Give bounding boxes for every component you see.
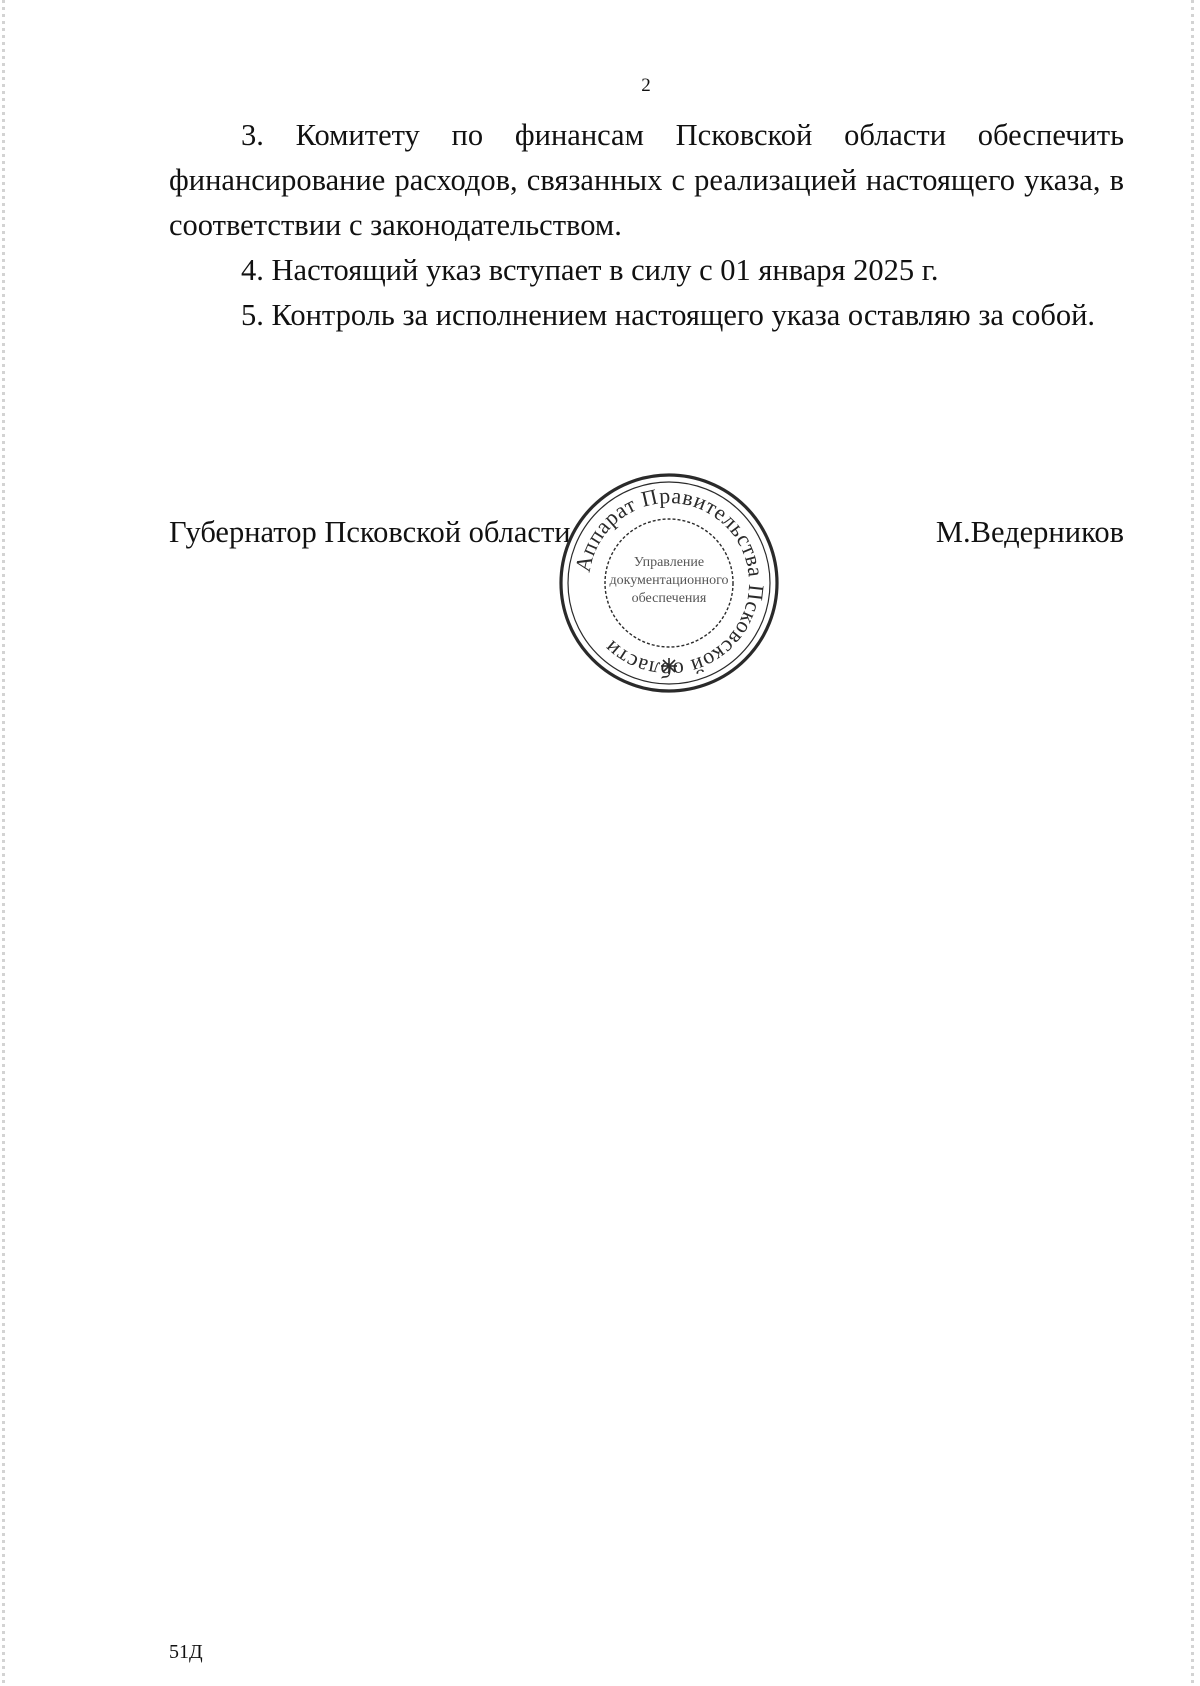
page-number: 2 [641, 75, 651, 96]
seal-inner-line: Управление [633, 555, 705, 570]
scan-edge-right [1191, 0, 1194, 1686]
paragraph-item: 3. Комитету по финансам Псковской области обеспечить финансирование расходов, связанных с реализацией настоящего указа, в соответствии с законодательством. [169, 118, 1124, 242]
official-seal [556, 470, 782, 696]
document-body [169, 113, 1124, 338]
signer-name: М.Ведерников [935, 515, 1124, 549]
seal-star-icon [661, 658, 677, 674]
seal-inner-line: обеспечения [631, 591, 707, 606]
paragraph-item: 4. Настоящий указ вступает в силу с 01 января 2025 г. [241, 253, 939, 287]
signer-title: Губернатор Псковской области [169, 515, 571, 549]
seal-inner-line: документационного [609, 573, 729, 588]
paragraph-item: 5. Контроль за исполнением настоящего указа оставляю за собой. [241, 298, 1096, 332]
document-code: 51Д [169, 1641, 203, 1663]
scan-edge-left [2, 0, 5, 1686]
seal-outer-text: Аппарат Правительства Псковской области [569, 482, 770, 684]
